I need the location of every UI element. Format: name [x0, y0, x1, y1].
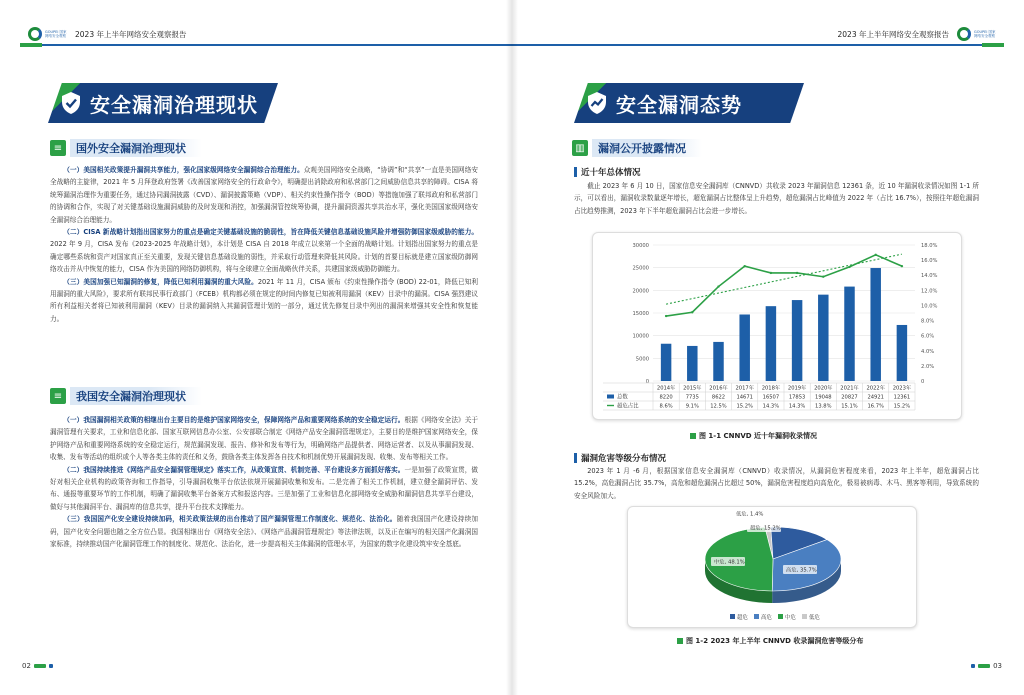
category-label: 2015年: [683, 385, 702, 392]
line-point: [875, 254, 877, 256]
footer-bar: [34, 664, 46, 668]
document-icon: ≡: [50, 388, 66, 404]
legend-swatch: [754, 614, 759, 619]
trend-line: [666, 254, 902, 304]
legend-label: 超危: [737, 615, 748, 621]
section-heading-disclosure: [572, 138, 702, 158]
data-label: 7735: [685, 394, 699, 401]
data-label: 14.3%: [762, 403, 780, 410]
figure-caption-1: 图 1-1 CNNVD 近十年漏洞收录情况: [690, 431, 817, 441]
y2-tick-label: 2.0%: [921, 363, 935, 370]
y-tick-label: 10000: [632, 333, 649, 340]
category-label: 2023年: [892, 385, 912, 392]
category-label: 2021年: [840, 385, 859, 392]
category-label: 2018年: [761, 385, 781, 392]
section-heading-foreign: [50, 138, 202, 158]
subheading-severity: 漏洞危害等级分布情况: [574, 452, 666, 464]
line-point: [822, 276, 824, 278]
severity-paragraph: 2023 年 1 月 -6 月，根据国家信息安全漏洞库（CNNVD）收录情况，从漏洞危害程度来看，2023 年上半年，超危漏洞占比 15.2%，高危漏洞占比 35.7%，高危和超危漏洞占比超过 50%，漏洞危害程度趋向高危化，极易被病毒、木马、黑客等利用，导致系统的安全风险加大。: [574, 467, 979, 500]
legend-label: 中危: [785, 615, 796, 621]
bar: [844, 287, 854, 381]
bar: [792, 300, 802, 381]
section-title: 国外安全漏洞治理现状: [70, 139, 202, 157]
data-label: 13.8%: [815, 403, 832, 410]
y-tick-label: 25000: [632, 265, 649, 272]
y-tick-label: 30000: [632, 243, 649, 249]
paragraph: （三）我国国产化安全建设持续加码，相关政策法规的出台推动了国产漏洞管理工作制度化、规范化、法治化。随着我国国产化建设持续加码，国产化安全问题也随之全方位凸显。我国相继出台《网络安全法》、《网络产品漏洞管理规定》等法律法规，以及正在编写的相关国产化漏洞国家标准，持续推动国产化漏洞管理工作的制度化、规范化、法治化，进一步提高相关主体漏洞的管理水平，为国家的数字化建设筑牢安全基底。: [50, 515, 479, 549]
report-title: 2023 年上半年网络安全观察报告: [837, 29, 949, 39]
left-chapter-banner: [48, 83, 278, 123]
chart-icon: ▥: [572, 140, 588, 156]
decade-paragraph: 截止 2023 年 6 月 10 日，国家信息安全漏洞库（CNNVD）共收录 2023 年漏洞信息 12361 条，近 10 年漏洞收录情况如图 1-1 所示，可以看出，漏洞收录数量逐年增长，超危漏洞占比整体呈上升趋势，超危漏洞占比峰值为 2022 年（占比 16.7%），按照往年超危漏洞占比趋势推测，2023 年下半年超危漏洞占比会进一步增长。: [574, 182, 979, 215]
y2-tick-label: 16.0%: [921, 258, 938, 265]
legend-label: 高危: [761, 615, 772, 621]
data-label: 19048: [815, 394, 832, 401]
shield-check-icon: [60, 91, 82, 115]
data-label: 12361: [893, 394, 911, 401]
page-number: 02: [22, 662, 31, 670]
slice-label: 高危, 35.7%: [786, 567, 817, 574]
category-label: 2019年: [787, 385, 807, 392]
slice-label: 超危, 15.2%: [750, 525, 781, 532]
legend-label: 超危占比: [617, 403, 639, 410]
category-label: 2014年: [656, 385, 676, 392]
y-tick-label: 20000: [632, 288, 649, 295]
foreign-section-body: [50, 164, 478, 325]
running-header: [838, 26, 1004, 42]
page-footer: [22, 662, 53, 670]
pie-chart: [628, 507, 918, 629]
slice-label: 低危, 1.4%: [736, 511, 764, 518]
data-label: 8220: [659, 394, 673, 401]
y2-tick-label: 18.0%: [921, 243, 938, 249]
paragraph: （二）CISA 新战略计划指出国家努力的重点是确定关键基础设施的脆弱性，旨在降低关键信息基础设施风险并增强防御国家级威胁的能力。2022 年 9 月，CISA 发布《2023-2025 年战略计划》，本计划是 CISA 自 2018 年成立以来第一个全面的战略计划。计划指出国家努力的重点是确定哪些系统和资产对国家真正至关重要，发现关键信息基础设施的弱性，并采取行动管理来降低其风险。计划的首要目标就是建立国家级防御网络攻击并从中恢复的能力，CISA 作为美国的网络防御机构，将与全球建立全面战略伙伴关系，共建国家级威胁防御能力。: [50, 228, 478, 274]
data-label: 12.5%: [710, 403, 727, 410]
paragraph: （一）我国漏洞相关政策的相继出台主要目的是维护国家网络安全，保障网络产品和重要网络系统的安全稳定运行。根据《网络安全法》关于漏洞管理有关要求，工业和信息化部、国家互联网信息办公室、公安部联合制定《网络产品安全漏洞管理规定》，主要目的是维护国家网络安全，保护网络产品和重要网络系统的安全稳定运行，规范漏洞发现、报告、修补和发布等行为，明确网络产品提供者、网络运营者、以及从事漏洞发现、收集、发布等活动的组织或个人等各类主体的责任和义务，鼓励各类主体发挥各自技术和机制优势开展漏洞发现、收集、发布等相关工作。: [50, 416, 478, 462]
bar: [687, 346, 697, 381]
page-footer: [971, 662, 1002, 670]
chapter-title: 安全漏洞治理现状: [90, 92, 258, 117]
logo-text: GOUPEI 国家网络安全观察: [45, 30, 67, 38]
logo-ring-icon: [957, 27, 971, 41]
data-label: 24921: [867, 394, 884, 401]
y2-tick-label: 6.0%: [921, 333, 935, 340]
paragraph: （二）我国持续推进《网络产品安全漏洞管理规定》落实工作，从政策宣贯、机制完善、平台建设多方面抓好落实。一是加强了政策宣贯，做好对相关企业机构的政策咨询和工作指导，引导漏洞收集平台依法依规开展漏洞收集和发布。二是完善了相关工作机制，建立健全漏洞评估、发布、通报等重要环节的工作机制，明确了漏洞收集平台备案方式和报送内容。三是加强了工业和信息化部网络安全威胁和漏洞信息共享平台建设，做好与其他漏洞平台、漏洞库的信息共享，提升平台技术支撑能力。: [50, 465, 478, 511]
shield-trend-icon: [586, 91, 608, 115]
data-label: 9.1%: [685, 403, 699, 410]
bar-chart-panel: [592, 232, 962, 420]
page-number: 03: [993, 662, 1002, 670]
subheading-decade: 近十年总体情况: [574, 166, 641, 178]
line-point: [744, 265, 746, 267]
y2-tick-label: 14.0%: [921, 273, 938, 280]
data-label: 15.2%: [893, 403, 911, 410]
data-label: 16507: [762, 394, 780, 401]
y2-tick-label: 0: [921, 379, 925, 385]
y-tick-label: 15000: [632, 311, 649, 317]
legend-swatch: [730, 614, 735, 619]
line-point: [691, 311, 693, 313]
report-logo: [957, 27, 996, 41]
line-point: [848, 266, 850, 268]
y2-tick-label: 8.0%: [921, 318, 935, 325]
data-label: 20827: [841, 394, 858, 401]
data-label: 14.3%: [788, 403, 806, 410]
y2-tick-label: 12.0%: [921, 288, 938, 295]
report-logo: [28, 27, 67, 41]
series-line: [666, 255, 902, 316]
section-title: 我国安全漏洞治理现状: [70, 387, 202, 405]
data-label: 8622: [711, 394, 726, 401]
legend-swatch: [607, 395, 614, 399]
domestic-section-body: [50, 414, 478, 550]
y2-tick-label: 10.0%: [921, 303, 938, 310]
logo-ring-icon: [28, 27, 42, 41]
paragraph: （一）美国相关政策提升漏洞共享能力，强化国家级网络安全漏洞综合治理能力。众观美国网络安全战略，“协调”和“共享”一直是美国网络安全战略的主旋律，2021 年 5 月拜登政府签署《改善国家网络安全的行政命令》，明确提出消除政府和私营部门之间威胁信息共享的障碍。CISA 将统筹漏洞治理作为重要任务，通过协同漏洞披露（CVD）、漏洞披露策略（VDP）、相关约束性操作指令（BOD）等措施加强了联邦政府和私营部门的协调和合作，实现了对关键基础设施漏洞威胁的及时发现和消控，加强漏洞管控统筹协调，提升漏洞资源共享共治水平，强化美国国家级网络安全漏洞综合治理能力。: [50, 166, 478, 224]
y-tick-label: 0: [645, 379, 649, 385]
section-title: 漏洞公开披露情况: [592, 139, 702, 157]
data-label: 16.7%: [867, 403, 884, 410]
category-label: 2017年: [735, 385, 754, 392]
report-title: 2023 年上半年网络安全观察报告: [75, 29, 187, 39]
data-label: 15.2%: [736, 403, 753, 410]
line-point: [796, 272, 798, 274]
figure-caption-2: 图 1-2 2023 年上半年 CNNVD 收录漏洞危害等级分布: [677, 636, 863, 646]
header-rule: [20, 44, 512, 46]
footer-bar: [978, 664, 990, 668]
document-icon: ≡: [50, 140, 66, 156]
line-point: [770, 272, 772, 274]
data-label: 14671: [736, 394, 753, 401]
section-heading-domestic: [50, 386, 202, 406]
data-label: 17853: [788, 394, 806, 401]
bar-line-chart: [593, 233, 963, 421]
right-page: [512, 0, 1024, 695]
right-chapter-banner: [574, 83, 804, 123]
bar: [818, 295, 828, 381]
logo-text: GOUPEI 国家网络安全观察: [974, 30, 996, 38]
legend-label: 低危: [809, 615, 820, 621]
paragraph: （三）美国加强已知漏洞的修复，降低已知利用漏洞的重大风险。2021 年 11 月，CISA 颁布《约束性操作指令 (BOD) 22-01，降低已知利用漏洞的重大风险》，要求所有联邦民事行政部门（FCEB）机构都必须在规定的时间内修复已知被利用漏洞（KEV）目录中的漏洞。CISA 强烈建议所有利益相关者将已知被利用漏洞（KEV）目录的漏洞纳入其漏洞管理计划的一部分，通过优先修复目录中列出的漏洞来增强其安全性和恢复能力。: [50, 277, 479, 323]
category-label: 2022年: [866, 385, 885, 392]
data-label: 15.1%: [841, 403, 858, 410]
footer-bar: [49, 664, 53, 668]
legend-swatch: [802, 614, 807, 619]
data-label: 8.6%: [659, 403, 673, 410]
pie-chart-panel: [627, 506, 917, 628]
bar: [739, 314, 749, 381]
line-point: [901, 265, 903, 267]
line-point: [717, 285, 719, 287]
legend-swatch: [778, 614, 783, 619]
chapter-title: 安全漏洞态势: [616, 92, 742, 117]
bar: [713, 342, 723, 381]
legend-label: 总数: [617, 394, 628, 401]
bar: [661, 344, 671, 381]
y-tick-label: 5000: [635, 356, 649, 363]
category-label: 2020年: [814, 385, 833, 392]
line-point: [665, 315, 667, 317]
running-header: [20, 26, 186, 42]
y2-tick-label: 4.0%: [921, 348, 935, 355]
book-gutter: [506, 0, 518, 695]
bar: [897, 325, 907, 381]
slice-label: 中危, 48.1%: [714, 559, 745, 566]
header-rule: [512, 44, 1004, 46]
bar: [766, 306, 776, 381]
bar: [870, 268, 880, 381]
category-label: 2016年: [709, 385, 728, 392]
footer-bar: [971, 664, 975, 668]
